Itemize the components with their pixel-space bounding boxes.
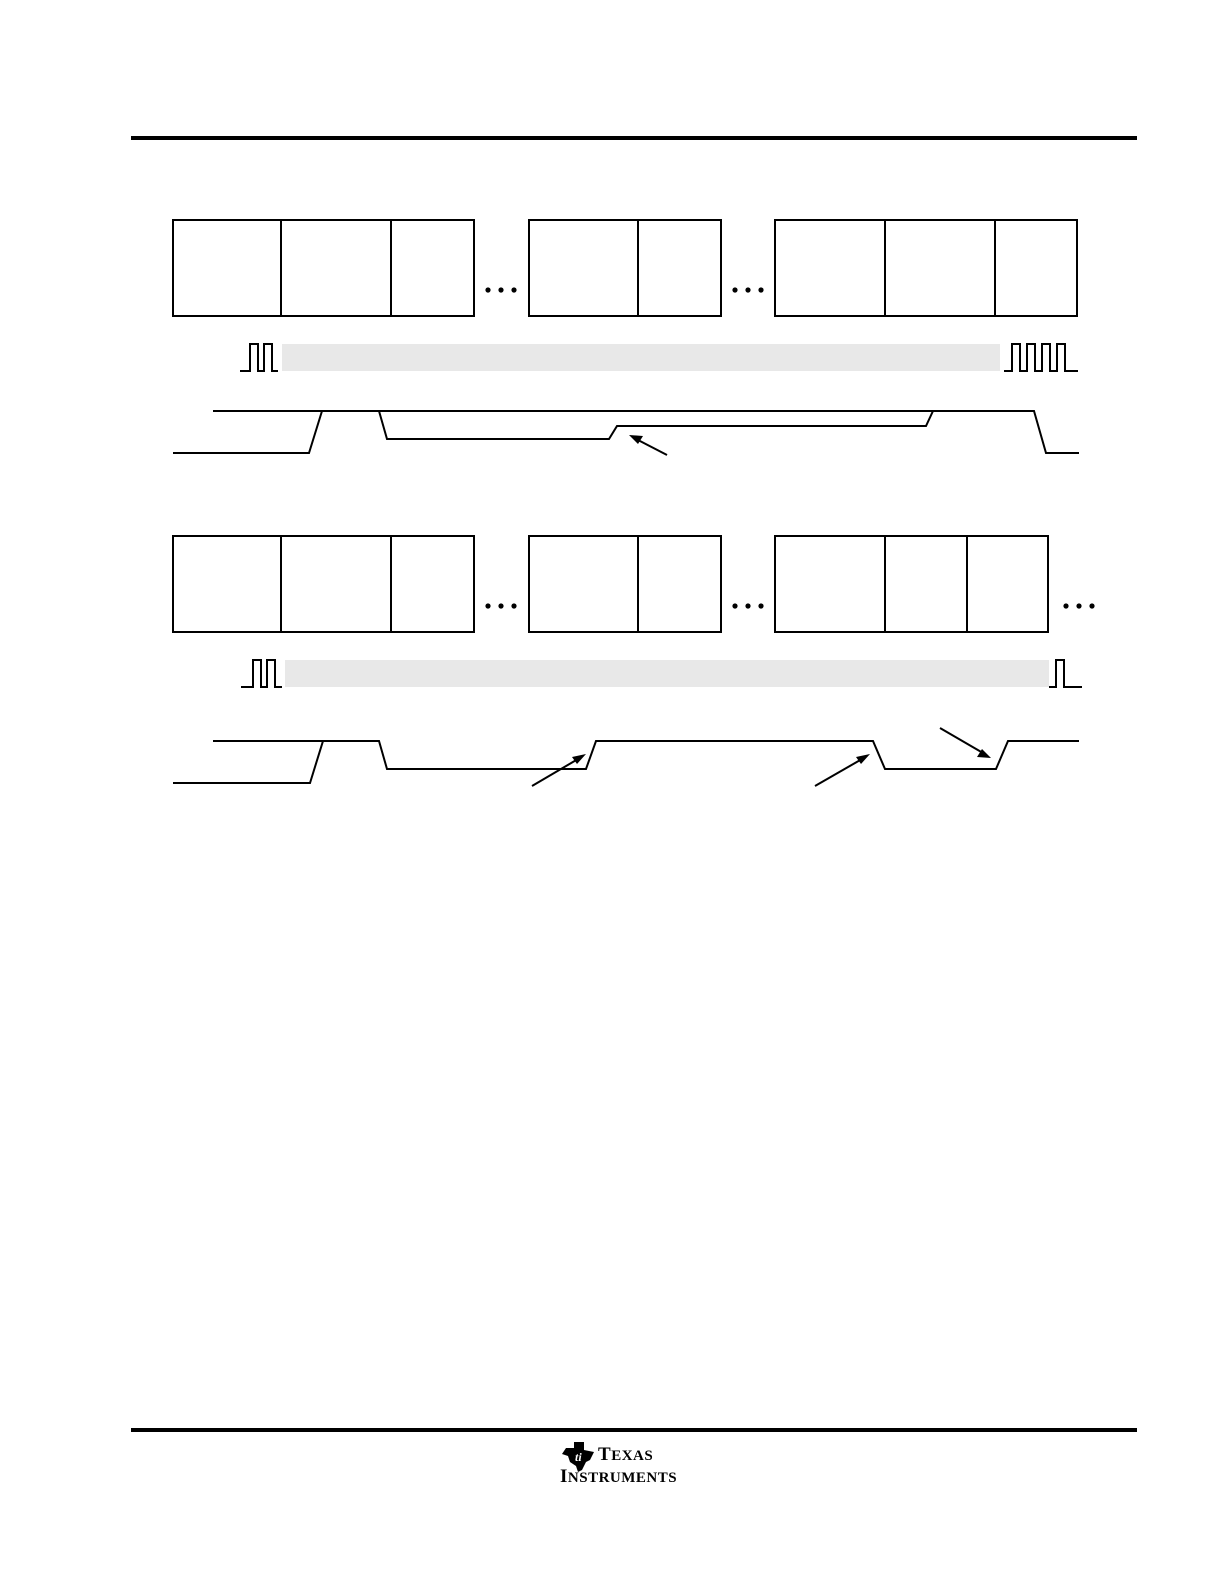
data-waveform-upper xyxy=(173,741,323,783)
frame-box xyxy=(885,220,995,316)
frame-box xyxy=(281,220,391,316)
ellipsis-dots xyxy=(732,287,763,292)
frame-box xyxy=(281,536,391,632)
data-waveform-main xyxy=(323,741,1079,769)
data-waveform-upper xyxy=(173,411,322,453)
clock-pulses-left xyxy=(240,344,278,371)
arrow-head-icon xyxy=(629,435,643,444)
svg-text:ti: ti xyxy=(575,1450,582,1464)
frame-box xyxy=(391,536,474,632)
annotation-arrow xyxy=(532,759,578,786)
frame-row-2 xyxy=(173,536,1048,632)
ellipsis-dots xyxy=(485,287,516,292)
arrow-head-icon xyxy=(856,754,870,764)
annotation-arrow xyxy=(940,728,983,753)
ellipsis-dots xyxy=(1063,603,1094,608)
gray-band xyxy=(282,344,1000,371)
clock-pulses-right xyxy=(1004,344,1078,371)
ellipsis-dots xyxy=(485,603,516,608)
frame-box xyxy=(173,220,281,316)
footer-rule xyxy=(131,1428,1137,1432)
clock-pulses-left xyxy=(241,660,282,687)
arrow-head-icon xyxy=(572,754,586,764)
frame-box xyxy=(529,536,638,632)
frame-box xyxy=(638,536,721,632)
frame-box xyxy=(775,220,885,316)
frame-box xyxy=(173,536,281,632)
logo-texas-text: TEXAS xyxy=(598,1444,654,1465)
frame-box xyxy=(995,220,1077,316)
logo-instruments-text: INSTRUMENTS xyxy=(560,1466,678,1487)
ellipsis-dots xyxy=(732,603,763,608)
frame-box xyxy=(885,536,967,632)
clock-pulses-right xyxy=(1049,660,1082,687)
frame-box xyxy=(775,536,885,632)
annotation-arrow xyxy=(815,759,862,786)
texas-instruments-logo xyxy=(558,1438,718,1508)
annotation-arrow xyxy=(638,440,667,455)
data-waveform-main xyxy=(322,411,1079,453)
gray-band xyxy=(285,660,1049,687)
frame-row-1 xyxy=(173,220,1077,316)
frame-box xyxy=(391,220,474,316)
frame-box xyxy=(638,220,721,316)
frame-box xyxy=(967,536,1048,632)
frame-box xyxy=(529,220,638,316)
